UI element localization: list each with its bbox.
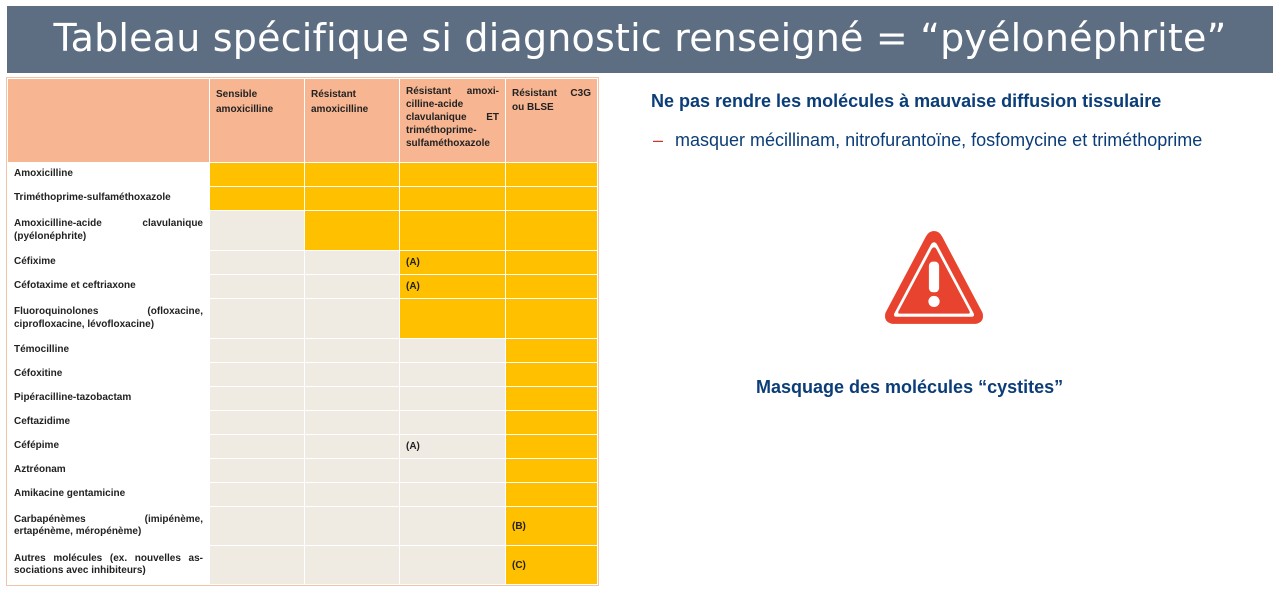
table-cell [506,251,598,275]
table-cell [305,363,400,387]
table-cell [210,507,305,546]
table-cell [400,411,506,435]
table-row [8,363,598,387]
row-label: Céfixime [8,251,210,275]
row-label: Ceftazidime [8,411,210,435]
table-cell [210,387,305,411]
table-cell [506,459,598,483]
table-row [8,339,598,363]
table-cell [210,299,305,339]
table-row [8,507,598,546]
table-cell [305,163,400,187]
table-cell [506,483,598,507]
table-cell [400,163,506,187]
table-cell [400,483,506,507]
table-cell [305,507,400,546]
table-cell [400,299,506,339]
table-cell [305,411,400,435]
row-label: Amoxicilline-acide clavulanique (pyélonéphrite) [8,211,210,251]
table-cell [506,339,598,363]
table-cell [210,211,305,251]
table-cell [400,387,506,411]
row-label: Témocilline [8,339,210,363]
table-cell [305,187,400,211]
table-cell [210,483,305,507]
table-cell [400,459,506,483]
table-cell [506,387,598,411]
bullet-text: masquer mécillinam, nitrofurantoïne, fosfomycine et triméthoprime [675,130,1203,150]
warning-triangle-icon [883,228,985,335]
table-row [8,187,598,211]
table-cell [506,275,598,299]
headline-text: Ne pas rendre les molécules à mauvaise diffusion tissulaire [651,91,1162,111]
table-cell [305,275,400,299]
table-row [8,435,598,459]
table-cell [305,483,400,507]
table-row [8,299,598,339]
page-title: Tableau spécifique si diagnostic renseigné = “pyélonéphrite” [53,16,1227,60]
antibiotic-table [7,78,598,585]
row-label: Triméthoprime-sulfaméthoxazole [8,187,210,211]
table-cell [210,339,305,363]
header-sensible-amoxicilline: Sensible amoxicilline [210,79,305,163]
row-label: Fluoroquinolones (ofloxacine, ciprofloxacine, lévofloxacine) [8,299,210,339]
table-cell [210,187,305,211]
table-cell [400,546,506,585]
table-cell [210,546,305,585]
table-cell [506,211,598,251]
table-cell [305,339,400,363]
table-header-row [8,79,598,163]
header-resistant-c3g-blse: Résistant C3G ou BLSE [506,79,598,163]
table-cell [400,211,506,251]
table-cell [506,435,598,459]
table-cell [305,299,400,339]
table-cell [210,411,305,435]
table-row [8,546,598,585]
header-resistant-amoxicilline: Résistant amoxicilline [305,79,400,163]
row-label: Autres molécules (ex. nouvelles as-sociations avec inhibiteurs) [8,546,210,585]
table-row [8,163,598,187]
bullet-item [653,130,1202,151]
table-cell: (B) [506,507,598,546]
table-cell [210,163,305,187]
table-cell [305,546,400,585]
table-row [8,275,598,299]
row-label: Carbapénèmes (imipénème, ertapénème, méropénème) [8,507,210,546]
table-cell [506,187,598,211]
table-cell [400,507,506,546]
table-cell: (A) [400,275,506,299]
table-cell [305,387,400,411]
masking-note: Masquage des molécules “cystites” [756,377,1064,397]
row-label: Pipéracilline-tazobactam [8,387,210,411]
row-label: Aztréonam [8,459,210,483]
row-label: Amikacine gentamicine [8,483,210,507]
table-cell [506,411,598,435]
table-cell [305,251,400,275]
row-label: Céfépime [8,435,210,459]
table-cell [305,459,400,483]
table-cell [305,211,400,251]
row-label: Céfoxitine [8,363,210,387]
table-cell [506,299,598,339]
header-cell-empty [8,79,210,163]
table-cell [400,339,506,363]
table-cell: (A) [400,435,506,459]
table-cell: (C) [506,546,598,585]
table-cell [400,363,506,387]
table-cell [506,163,598,187]
row-label: Céfotaxime et ceftriaxone [8,275,210,299]
table-cell [210,275,305,299]
table-cell [400,187,506,211]
table-cell [210,435,305,459]
table-row [8,483,598,507]
table-row [8,211,598,251]
table-cell [210,459,305,483]
table-row [8,251,598,275]
row-label: Amoxicilline [8,163,210,187]
header-resistant-amc-sxt: Résistant amoxi-cilline-acide clavulanique ET triméthoprime-sulfaméthoxazole [400,79,506,163]
table-cell [210,363,305,387]
table-cell [210,251,305,275]
table-row [8,387,598,411]
bullet-dash: – [653,130,664,150]
table-cell [305,435,400,459]
table-row [8,411,598,435]
table-cell: (A) [400,251,506,275]
title-banner [7,6,1273,73]
table-row [8,459,598,483]
table-cell [506,363,598,387]
